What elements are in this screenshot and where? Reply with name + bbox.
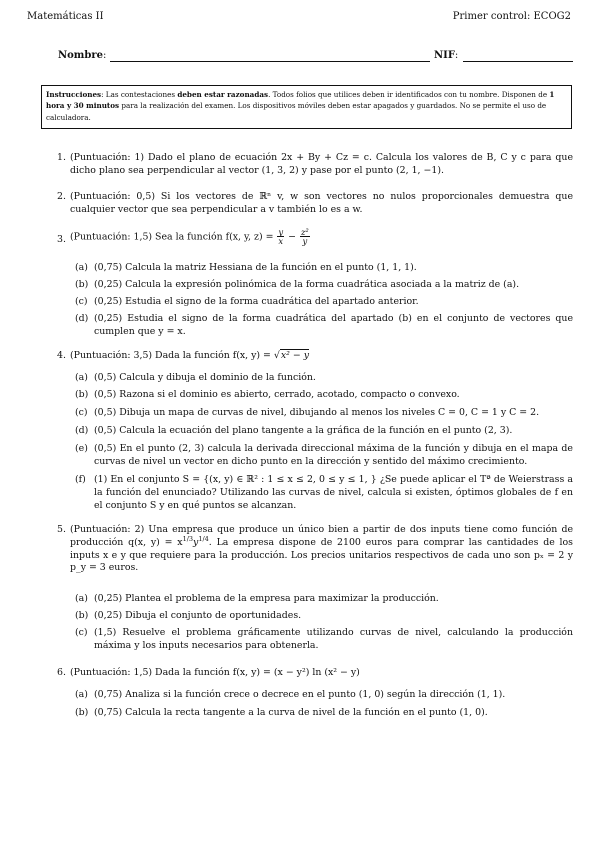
question-text: (Puntuación: 2) Una empresa que produce un único bien a partir de dos inputs tiene como función de producción q(x, $y) = x^{1/3}y^{1/4}$. La empresa dispone de 2100 euros para comprar las cantidades de los inputs x e y que requiere para la producción. Los precios unitarios respectivos de cada uno son pₓ = 2 y p_y = 3 euros. [70, 524, 573, 574]
question-text: (Puntuación: 1) Dado el plano de ecuación 2x + By + Cz = c. Calcula los valores de B, C y c para que dicho plano sea perpendicular al vector (1, 3, 2) y pase por el punto (2, 1, −1). [70, 152, 573, 176]
question-4a: (a) (0,5) Calcula y dibuja el dominio de la función. [75, 372, 316, 383]
question-4f: (f) (1) En el conjunto S = {(x, y) ∈ ℝ² : 1 ≤ x ≤ 2, 0 ≤ y ≤ 1, } ¿Se puede aplicar el Tª de Weierstrass a la función del enunciado? Utilizando las curvas de nivel, calcula si existen, óptimos globales de f en el conjunto S y en qué puntos se alcanzan. [75, 474, 573, 511]
question-5b: (b) (0,25) Dibuja el conjunto de oportunidades. [75, 610, 302, 621]
question-3c: (c) (0,25) Estudia el signo de la forma cuadrática del apartado anterior. [75, 296, 419, 307]
question-number: 2. [57, 191, 66, 202]
question-number: 1. [57, 152, 66, 163]
question-number: 6. [57, 667, 66, 678]
subject-title: Matemáticas II [27, 11, 104, 22]
name-field[interactable] [110, 61, 430, 62]
fraction-y-over-x: $\frac{y}{x}$ [278, 227, 284, 247]
question-number: 4. [57, 350, 66, 361]
question-4e: (e) (0,5) En el punto (2, 3) calcula la derivada direccional máxima de la función y dibuja en el mapa de curvas de nivel un vector en dicho punto en la dirección y sentido del máximo crecimiento. [75, 443, 573, 467]
sqrt-expression: x² − y [280, 350, 310, 361]
question-4c: (c) (0,5) Dibuja un mapa de curvas de nivel, dibujando al menos los niveles C = 0, C = 1 y C = 2. [75, 407, 540, 418]
question-3d: (d) (0,25) Estudia el signo de la forma cuadrática del apartado (b) en el conjunto de vectores que cumplen que y = x. [75, 313, 573, 337]
question-number: 3. [57, 234, 66, 245]
instructions-bold-1: deben estar razonadas [177, 90, 269, 99]
question-4d: (d) (0,5) Calcula la ecuación del plano tangente a la gráfica de la función en el punto (2, 3). [75, 425, 513, 436]
question-text: (Puntuación: 3,5) Dada la función f(x, y) = √x² − y [70, 350, 310, 361]
question-3 [57, 228, 573, 246]
question-4b: (b) (0,5) Razona si el dominio es abierto, cerrado, acotado, compacto o convexo. [75, 389, 460, 400]
question-text: (Puntuación: 0,5) Si los vectores de ℝⁿ v, w son vectores no nulos proporcionales demuestra que cualquier vector que sea perpendicular a v también lo es a w. [70, 191, 573, 215]
question-2 [57, 191, 573, 217]
instructions-text-1: : Las contestaciones [101, 90, 178, 99]
instructions-box [41, 85, 572, 129]
question-6b: (b) (0,75) Calcula la recta tangente a la curva de nivel de la función en el punto (1, 0). [75, 707, 488, 718]
exam-title: Primer control: ECOG2 [452, 11, 571, 22]
fraction-z2-over-y: $\frac{\text{z²}}{y}$ [300, 227, 309, 247]
question-6 [57, 667, 573, 680]
question-5c: (c) (1,5) Resuelve el problema gráficamente utilizando curvas de nivel, calculando la producción máxima y los inputs necesarios para obtenerla. [75, 627, 573, 651]
student-info-row [58, 49, 573, 65]
question-3a: (a) (0,75) Calcula la matriz Hessiana de la función en el punto (1, 1, 1). [75, 262, 417, 273]
name-label: Nombre: [58, 50, 107, 61]
question-number: 5. [57, 524, 66, 535]
question-4 [57, 350, 573, 363]
instructions-title: Instrucciones [46, 90, 102, 99]
question-5 [57, 524, 573, 575]
question-3b: (b) (0,25) Calcula la expresión polinómica de la forma cuadrática asociada a la matriz de (a). [75, 279, 520, 290]
question-1 [57, 152, 573, 178]
nif-label: NIF: [434, 50, 459, 61]
instructions-bold-2: 1 hora y 30 minutos [46, 90, 555, 111]
question-text: (Puntuación: 1,5) Dada la función f(x, y) = (x − y²) ln (x² − y) [70, 667, 360, 678]
question-6a: (a) (0,75) Analiza si la función crece o decrece en el punto (1, 0) según la dirección (1, 1). [75, 689, 506, 700]
instructions-text-3: para la realización del examen. Los dispositivos móviles deben estar apagados y guardados. No se permite el uso de calculadora. [46, 101, 547, 122]
question-5a: (a) (0,25) Plantea el problema de la empresa para maximizar la producción. [75, 593, 439, 604]
question-text: (Puntuación: 1,5) Sea la función f(x, y, z) = $\frac{y}{x}$ − $\frac{\text{z²}}{y}$ [70, 227, 309, 247]
instructions-text-2: . Todos folios que utilices deben ir identificados con tu nombre. Disponen de [268, 90, 550, 99]
nif-field[interactable] [463, 61, 573, 62]
